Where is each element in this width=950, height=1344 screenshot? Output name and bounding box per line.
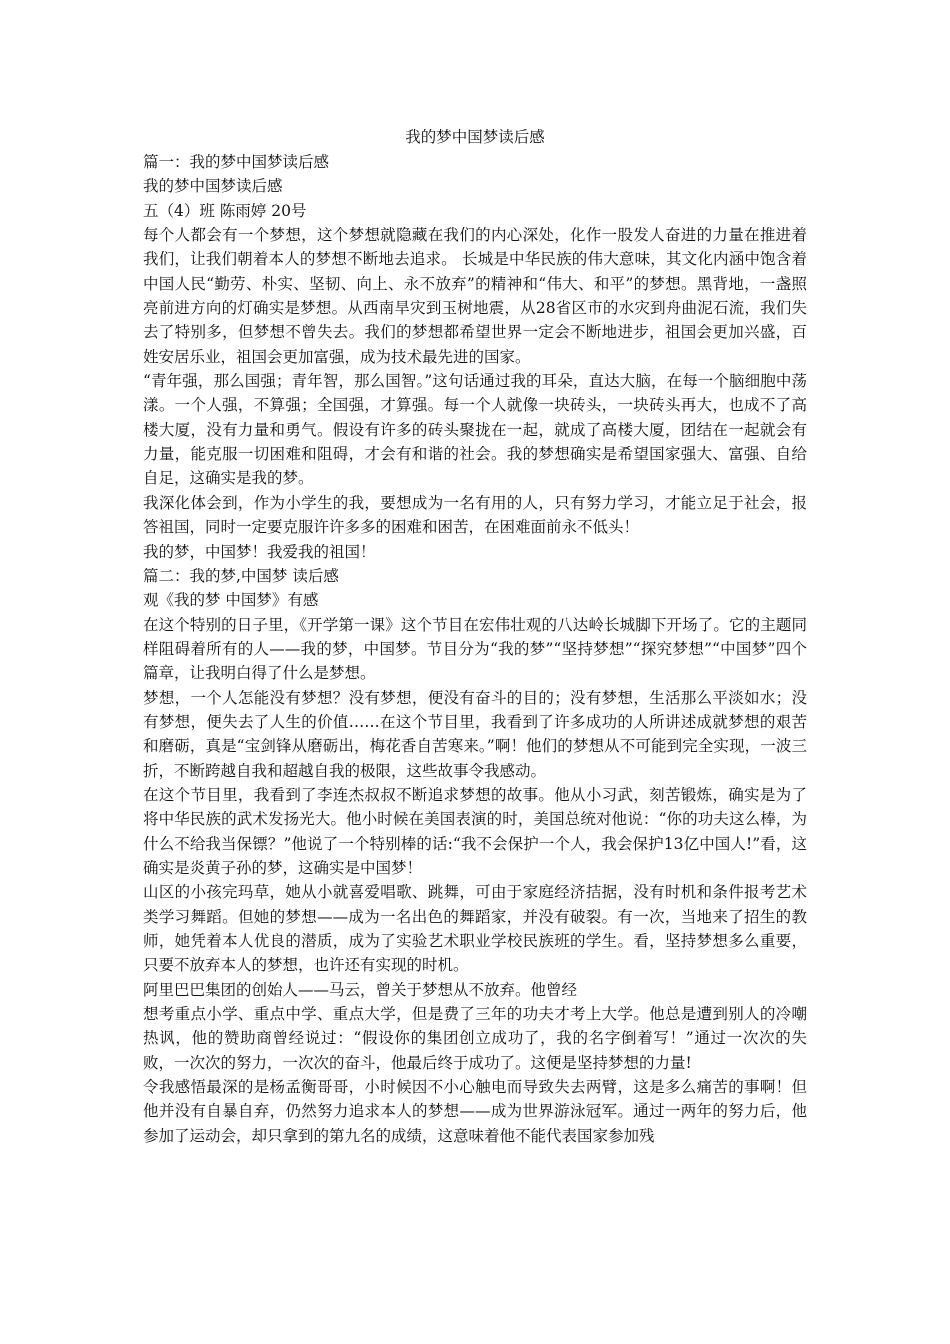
paragraph: “青年强，那么国强；青年智，那么国智。”这句话通过我的耳朵，直达大脑，在每一个脑细胞中荡漾。一个人强，不算强；全国强，才算强。每一个人就像一块砖头，一块砖头再大，也成不了高楼大厦，没有力量和勇气。假设有许多的砖头聚拢在一起，就成了高楼大厦，团结在一起就会有力量，能克服一切困难和阻碍，才会有和谐的社会。我的梦想确实是希望国家强大、富强、自给自足，这确实是我的梦。	[143, 372, 807, 488]
paragraph: 山区的小孩完玛草，她从小就喜爱唱歌、跳舞，可由于家庭经济拮据，没有时机和条件报考艺术类学习舞蹈。但她的梦想——成为一名出色的舞蹈家，并没有破裂。有一次，当地来了招生的教师，她凭着本人优良的潜质，成为了实验艺术职业学校民族班的学生。看，坚持梦想多么重要，只要不放弃本人的梦想，也许还有实现的时机。	[143, 883, 807, 975]
paragraph: 在这个特别的日子里，《开学第一课》这个节目在宏伟壮观的八达岭长城脚下开场了。它的主题同样阻碍着所有的人——我的梦，中国梦。节目分为“我的梦”“坚持梦想”“探究梦想”“中国梦”四个篇章，让我明白得了什么是梦想。	[143, 615, 807, 683]
essay-title-2: 观《我的梦 中国梦》有感	[143, 591, 319, 610]
document-body	[143, 150, 807, 1148]
paragraph: 想考重点小学、重点中学、重点大学，但是费了三年的功夫才考上大学。他总是遭到别人的冷嘲热讽，他的赞助商曾经说过：“假设你的集团创立成功了，我的名字倒着写！”通过一次次的失败，一次次的努力，一次次的奋斗，他最后终于成功了。这便是坚持梦想的力量!	[143, 1005, 807, 1072]
paragraph: 每个人都会有一个梦想，这个梦想就隐藏在我们的内心深处，化作一股发人奋进的力量在推进着我们，让我们朝着本人的梦想不断地去追求。 长城是中华民族的伟大意味，其文化内涵中饱含着中国人民“勤劳、朴实、坚韧、向上、永不放弃”的精神和“伟大、和平”的梦想。黑背地，一盏照亮前进方向的灯确实是梦想。从西南旱灾到玉树地震，从28省区市的水灾到舟曲泥石流，我们失去了特别多，但梦想不曾失去。我们的梦想都希望世界一定会不断地进步，祖国会更加兴盛，百姓安居乐业，祖国会更加富强，成为技术最先进的国家。	[143, 226, 807, 366]
document-title: 我的梦中国梦读后感	[405, 128, 545, 146]
paragraph: 在这个节目里，我看到了李连杰叔叔不断追求梦想的故事。他从小习武，刻苦锻炼，确实是为了将中华民族的武术发扬光大。他小时候在美国表演的时，美国总统对他说：“你的功夫这么棒，为什么不给我当保镖？”他说了一个特别棒的话:“我不会保护一个人，我会保护13亿中国人!”看，这确实是炎黄子孙的梦，这确实是中国梦！	[143, 785, 807, 877]
paragraph: 阿里巴巴集团的创始人——马云，曾关于梦想从不放弃。他曾经	[143, 980, 578, 999]
section-heading-1: 篇一：我的梦中国梦读后感	[143, 153, 330, 171]
paragraph: 我的梦，中国梦！我爱我的祖国！	[143, 542, 376, 561]
section-heading-2: 篇二：我的梦,中国梦 读后感	[143, 566, 339, 585]
paragraph: 令我感悟最深的是杨孟衡哥哥，小时候因不小心触电而导致失去两臂，这是多么痛苦的事啊！但他并没有自暴自弃，仍然努力追求本人的梦想——成为世界游泳冠军。通过一两年的努力后，他参加了运动会，却只拿到的第九名的成绩，这意味着他不能代表国家参加残	[143, 1078, 807, 1145]
paragraph: 我深化体会到，作为小学生的我，要想成为一名有用的人，只有努力学习，才能立足于社会，报答祖国，同时一定要克服许许多多的困难和困苦，在困难面前永不低头！	[143, 493, 807, 537]
essay-title-1: 我的梦中国梦读后感	[143, 177, 283, 196]
paragraph: 梦想，一个人怎能没有梦想？没有梦想，便没有奋斗的目的；没有梦想，生活那么平淡如水；没有梦想，便失去了人生的价值……在这个节目里，我看到了许多成功的人所讲述成就梦想的艰苦和磨砺，真是“宝剑锋从磨砺出，梅花香自苦寒来。”啊！他们的梦想从不可能到完全实现，一波三折，不断跨越自我和超越自我的极限，这些故事令我感动。	[143, 688, 807, 780]
author-line: 五（4）班 陈雨婷 20号	[143, 201, 307, 220]
